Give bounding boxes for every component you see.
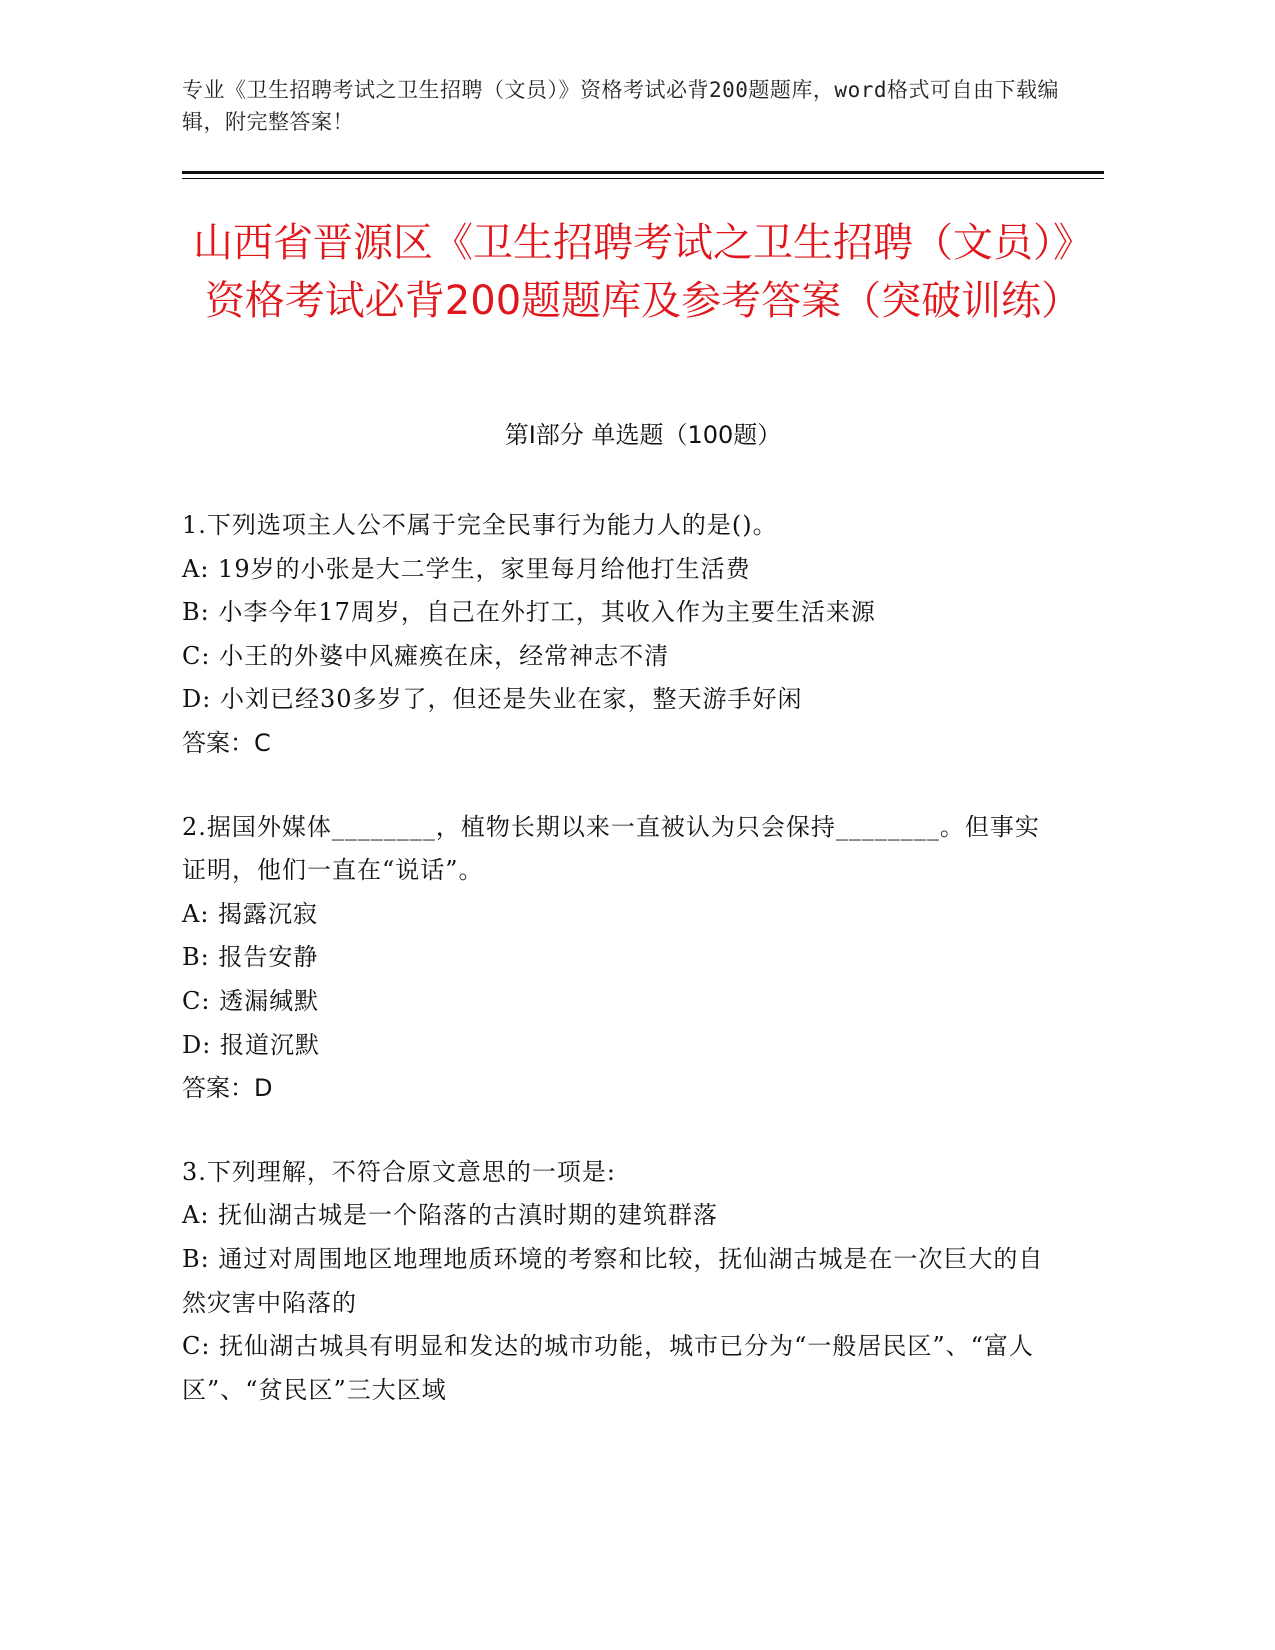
option-a: A: 19岁的小张是大二学生，家里每月给他打生活费 (182, 554, 751, 583)
question-1 (182, 504, 1062, 766)
question-stem: 2.据国外媒体________，植物长期以来一直被认为只会保持________。但事实证明，他们一直在“说话”。 (182, 812, 1040, 885)
option-d: D: 报道沉默 (182, 1030, 320, 1059)
section-heading: 第Ⅰ部分 单选题（100题） (504, 421, 782, 449)
option-c: C: 抚仙湖古城具有明显和发达的城市功能，城市已分为“一般居民区”、“富人区”、“贫民区”三大区域 (182, 1332, 1034, 1404)
header-rule-thin (182, 178, 1104, 179)
option-c: C: 透漏缄默 (182, 986, 320, 1015)
option-d: D: 小刘已经30多岁了，但还是失业在家，整天游手好闲 (182, 685, 803, 714)
answer: 答案：C (182, 728, 271, 757)
header-note: 专业《卫生招聘考试之卫生招聘（文员）》资格考试必背200题题库，word格式可自由下载编辑，附完整答案！ (182, 78, 1059, 134)
question-2 (182, 806, 1062, 1111)
document-title: 山西省晋源区《卫生招聘考试之卫生招聘（文员）》资格考试必背200题题库及参考答案（突破训练） (193, 220, 1093, 324)
question-stem: 1.下列选项主人公不属于完全民事行为能力人的是()。 (182, 511, 778, 539)
question-list (182, 504, 1062, 1452)
option-c: C: 小王的外婆中风瘫痪在床，经常神志不清 (182, 641, 670, 670)
option-b: B: 通过对周围地区地理地质环境的考察和比较，抚仙湖古城是在一次巨大的自然灾害中陷落的 (182, 1244, 1044, 1317)
question-3 (182, 1151, 1062, 1413)
option-b: B: 小李今年17周岁，自己在外打工，其收入作为主要生活来源 (182, 598, 876, 627)
header-rule-thick (182, 171, 1104, 174)
option-a: A: 抚仙湖古城是一个陷落的古滇时期的建筑群落 (182, 1201, 719, 1230)
question-stem: 3.下列理解，不符合原文意思的一项是: (182, 1157, 616, 1186)
option-b: B: 报告安静 (182, 943, 319, 972)
option-a: A: 揭露沉寂 (182, 899, 319, 928)
answer: 答案：D (182, 1074, 273, 1103)
